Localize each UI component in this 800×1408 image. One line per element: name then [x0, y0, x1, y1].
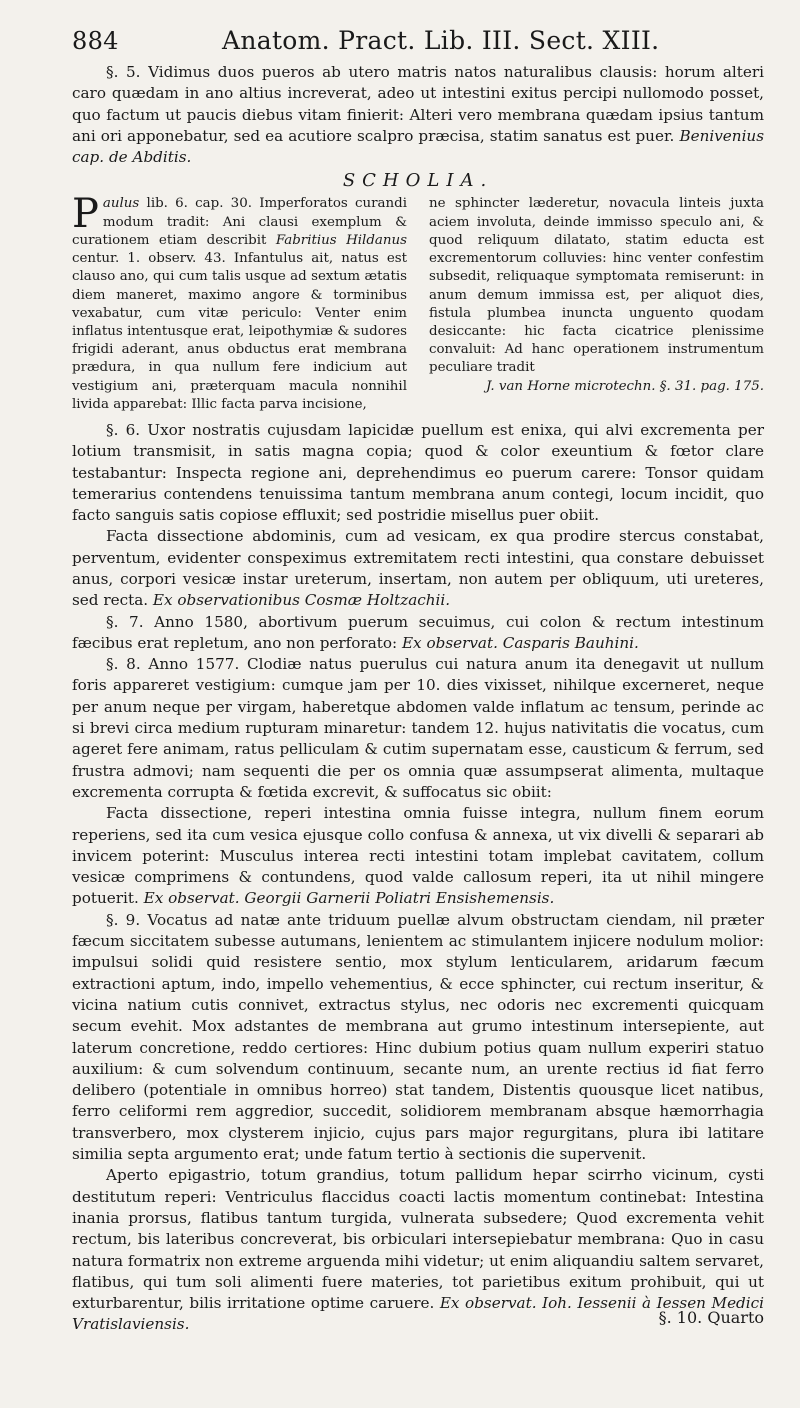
section-7-citation: Ex observat. Casparis Bauhini.	[401, 633, 639, 652]
page-number: 884	[72, 27, 119, 55]
scholia-left-column	[72, 191, 407, 413]
scholia-left-text: lib. 6. cap. 30. Imperforatos curandi modum tradit: Ani clausi exemplum & curationem etiam describit	[72, 196, 407, 248]
scholia-right-column	[429, 195, 764, 413]
section-6-citation: Ex observationibus Cosmæ Holtzachii.	[152, 591, 451, 610]
section-9-text-2: Aperto epigastrio, totum grandius, totum pallidum hepar scirrho vicinum, cysti destitutum reperi: Ventriculus flaccidus coacti lactis momentum continebat: Intestina inania prorsus, flatibus tantum turgida, vulnerata subsedere; Quod excrementa vehit rectum, bis lateribus concreverat, bis orbiculari intersepiebatur membrana: Quo in casu natura formatrix non extreme arguenda mihi videtur; ut enim aliquandiu saltem servaret, flatibus, qui tum soli alimenti fuere materies, tot parietibus exitum prohibuit, qui ut exturbarentur, bilis irritatione optime caruere.	[72, 1166, 764, 1313]
section-6: §. 6. Uxor nostratis cujusdam lapicidæ puellum est enixa, qui alvi excrementa per lotium transmisit, in satis magna copia; quod & color exeuntium & fœtor clare testabantur: Inspecta regione ani, deprehendimus eo puerum carere: Tonsor quidam temerarius contendens tenuissima tantum membrana anum contegi, locum incidit, quo facto sanguis satis copiose effluxit; sed postridie misellus puer obiit.	[72, 420, 764, 525]
section-9: §. 9. Vocatus ad natæ ante triduum puellæ alvum obstructam ciendam, nil præter fæcum siccitatem subesse autumans, lenientem ac stimulantem injicere nodulum molior: impulsui solidi quid resistere sentio, mox stylum lenticularem, aridarum fæcum extractioni aptum, indo, impello vehementius, & ecce sphincter, cui rectum inseritur, & vicina natium cutis connivet, extractus stylus, nec odoris nec excrementi quicquam secum evehit. Mox adstantes de membrana aut grumo intestinum intersepiente, aut laterum concretione, reddo certiores: Hinc dubium potius quam nullum experiri statuo auxilium: & cum solvendum continuum, secante num, an urente rectius id fiat ferro delibero (potentiale in omnibus horreo) stat tandem, Distentis quousque licet natibus, ferro celiformi rem aggredior, succedit, solidiorem membranam absque hæmorrhagia transverbero, mox clysterem injicio, cujus pars major regurgitans, plura ibi latitare similia septa argumento erat; unde fatum tertio à sectionis die supervenit.	[72, 910, 764, 1164]
scholia-heading: SCHOLIA.	[342, 170, 494, 192]
section-8-citation: Ex observat. Georgii Garnerii Poliatri Ensishemensis.	[143, 889, 555, 908]
scholia-right-text: ne sphincter læderetur, novacula linteis juxta aciem involuta, deinde immisso speculo ani, & quod reliquum dilatato, statim educta est excrementorum colluvies: hinc venter confestim subsedit, reliquaque symptomata remiserunt: in anum demum immissa est, per aliquot dies, fistula plumbea inuncta unguento quodam desiccante: hic facta cicatrice plenissime convaluit: Ad hanc operationem instrumentum peculiare tradit	[429, 196, 764, 376]
section-7	[72, 612, 764, 655]
scholia-left-text-2: centur. 1. observ. 43. Infantulus ait, natus est clauso ano, qui cum talis usque ad sextum ætatis diem maneret, maximo angore & torminibus vexabatur, cum vitæ periculo: Venter enim inflatus intentusque erat, leipothymiæ & sudores frigidi aderant, anus obductus erat membrana prædura, in qua nullum fere indicium aut vestigium ani, præterquam macula nonnihil livida apparebat: Illic facta parva incisione,	[72, 251, 407, 412]
scholia-author-2: Fabritius Hildanus	[275, 232, 407, 248]
scholia-right-citation: J. van Horne microtechn. §. 31. pag. 175.	[486, 378, 764, 394]
catchword: §. 10. Quarto	[658, 1308, 764, 1327]
page-header	[72, 26, 764, 62]
section-6-text-2: Facta dissectione abdominis, cum ad vesicam, ex qua prodire stercus constabat, perventum, evidenter conspeximus extremitatem recti intestini, qua constare debuisset anus, corpori vesicæ instar ureterum, insertam, non autem per obliquum, uti ureteres, sed recta.	[72, 527, 764, 610]
section-5	[72, 62, 764, 168]
section-6-continued	[72, 526, 764, 611]
section-8-text-2: Facta dissectione, reperi intestina omnia fuisse integra, nullum finem eorum reperiens, sed ita cum vesica ejusque collo confusa & annexa, ut vix divelli & separari ab invicem poterint: Musculus interea recti intestini totam implebat cavitatem, collum vesicæ comprimens & contundens, quod valde callosum reperi, ita ut nihil mingere potuerit.	[72, 804, 764, 908]
section-8: §. 8. Anno 1577. Clodiæ natus puerulus cui natura anum ita denegavit ut nullum foris appareret vestigium: cumque jam per 10. dies vixisset, nihilque excerneret, neque per anum neque per virgam, haberetque abdomen valde inflatum ac tensum, perinde ac si brevi circa medium rupturam minaretur: tandem 12. hujus nativitatis die vocatus, cum ageret fere animam, ratus pelliculam & cutim supernatam esse, causticum & ferrum, sed frustra admovi; nam sequenti die per os omnia quæ assumpserat alimenta, multaque excrementa corrupta & fœtida excrevit, & suffocatus sic obiit:	[72, 655, 764, 801]
scholia-columns	[72, 191, 764, 413]
section-9-citation: Ex observat. Ioh. Iessenii à Iessen Medici Vratislaviensis.	[72, 1294, 764, 1334]
drop-capital: P	[72, 191, 99, 238]
section-7-text: §. 7. Anno 1580, abortivum puerum secuimus, cui colon & rectum intestinum fæcibus erat repletum, ano non perforato:	[72, 612, 764, 652]
section-5-text: §. 5. Vidimus duos pueros ab utero matris natos naturalibus clausis: horum alteri caro quædam in ano altius increverat, adeo ut intestini exitus percipi nullomodo posset, quo factum ut paucis diebus vitam finierit: Alteri vero membrana quædam ipsius tantum ani ori apponebatur, sed ea acutiore scalpro præcisa, statim sanatus est puer.	[72, 63, 764, 145]
section-8-continued	[72, 803, 764, 909]
section-5-citation: Benivenius cap. de Abditis.	[72, 126, 765, 167]
scholia-author: aulus	[102, 196, 140, 212]
running-title: Anatom. Pract. Lib. III. Sect. XIII.	[222, 26, 660, 55]
